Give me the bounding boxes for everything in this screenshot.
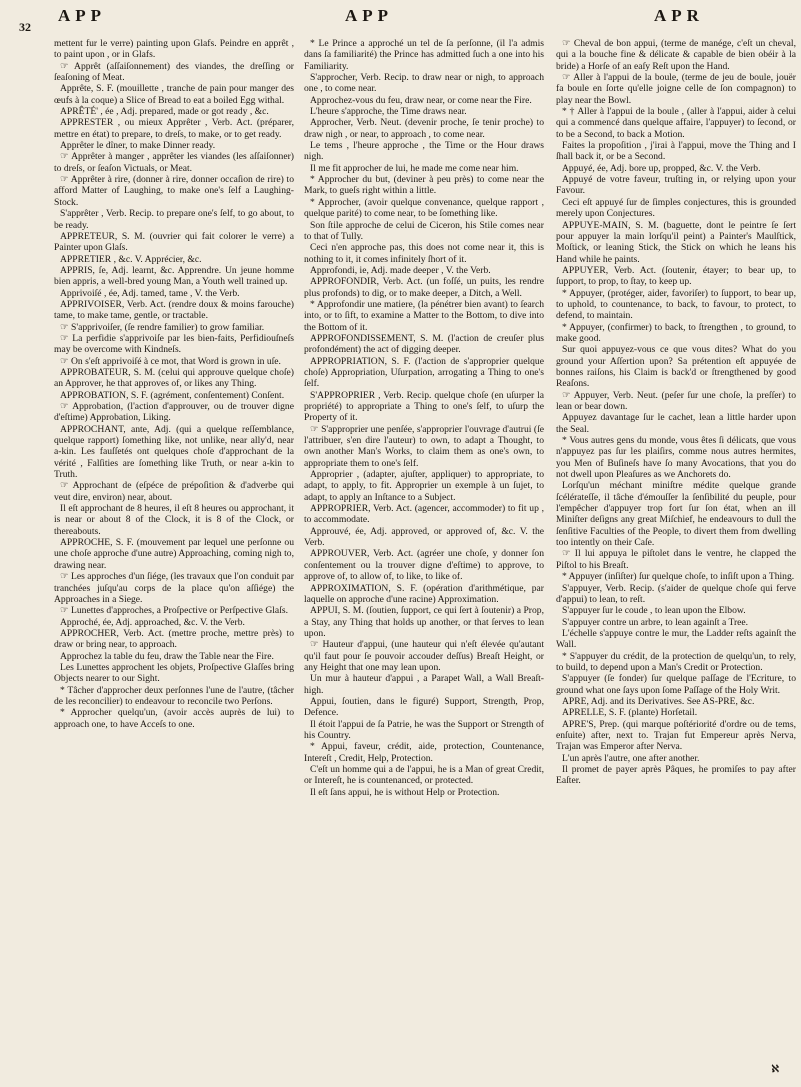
dictionary-entry: ☞ Apprêter à manger , apprêter les viandes (les aſſaiſonner) to dreſs, or ſeaſon Victuals, or Meat. — [54, 151, 294, 174]
dictionary-entry: APRE'S, Prep. (qui marque poſtériorité d'ordre ou de tems, enſuite) after, next to. Trajan fut Empereur après Nerva, Trajan was Emperor after Nerva. — [556, 718, 796, 753]
dictionary-entry: * Approcher quelqu'un, (avoir accès auprès de lui) to approach one, to have Acceſs to one. — [54, 707, 294, 730]
dictionary-entry: APPRETIER , &c. V. Apprécier, &c. — [60, 253, 202, 265]
dictionary-entry: S'APPROPRIER , Verb. Recip. quelque choſe (en uſurper la propriété) to appropriate a Thing to one's ſelf, to uſurp the Property of it. — [304, 389, 544, 424]
dictionary-entry: * Le Prince a approché un tel de ſa perſonne, (il l'a admis dans ſa familiarité) the Prince has admitted ſuch a one into his Familiarity. — [304, 38, 544, 72]
dictionary-entry: S'approcher, Verb. Recip. to draw near or nigh, to approach one , to come near. — [304, 72, 544, 95]
dictionary-entry: Approprier , (adapter, ajuſter, appliquer) to appropriate, to adapt, to apply, to fit. Approprier un exemple à un ſujet, to adapt, to apply an Inſtance to a Subject. — [304, 469, 544, 503]
dictionary-entry: APPROBATION, S. F. (agrément, conſentement) Conſent. — [60, 389, 285, 401]
dictionary-entry: APPRIS, ſe, Adj. learnt, &c. Apprendre. Un jeune homme bien appris, a well-bred young Man, a Youth well trained up. — [54, 264, 294, 288]
dictionary-entry: * Approcher, (avoir quelque convenance, quelque rapport , quelque parité) to come near, to be ſomething like. — [304, 196, 544, 220]
dictionary-entry: Sur quoi appuyez-vous ce que vous dites? What do you ground your Aſſertion upon? Sa prétention eſt appuyée de bonnes raiſons, his Claim is back'd or ſtrengthened by good Reaſons. — [556, 344, 796, 390]
dictionary-entry: APPRETEUR, S. M. (ouvrier qui fait colorer le verre) a Painter upon Glaſs. — [54, 230, 294, 254]
dictionary-entry: Approuvé, ée, Adj. approved, or approved of, &c. V. the Verb. — [304, 525, 544, 549]
dictionary-entry: Il étoit l'appui de ſa Patrie, he was the Support or Strength of his Country. — [304, 718, 544, 741]
column-left — [54, 38, 294, 1078]
dictionary-entry: Il eſt ſans appui, he is without Help or Protection. — [310, 786, 500, 798]
dictionary-entry: Appuyez davantage ſur le cachet, lean a little harder upon the Seal. — [556, 412, 796, 435]
dictionary-entry: ☞ Approbation, (l'action d'approuver, ou de trouver digne d'eſtime) Approbation, Liking. — [54, 401, 294, 424]
dictionary-entry: S'appuyer, Verb. Recip. (s'aider de quelque choſe qui ferve d'appui) to lean, to reſt. — [556, 582, 796, 605]
dictionary-entry: APPROCHE, S. F. (mouvement par lequel une perſonne ou une choſe approche d'une autre) Approaching, coming nigh to, drawing near. — [54, 537, 294, 571]
dictionary-entry: Apprête, S. F. (mouillette , tranche de pain pour manger des œufs à la coque) a Slice of Bread to eat a boiled Egg withal. — [54, 83, 294, 106]
dictionary-entry: APPROPRIER, Verb. Act. (agencer, accommoder) to fit up , to accommodate. — [304, 503, 544, 526]
dictionary-entry: APPRESTER , ou mieux Apprêter , Verb. Act. (préparer, mettre en état) to prepare, to dreſs, to make, or to get ready. — [54, 117, 294, 140]
dictionary-entry: L'échelle s'appuye contre le mur, the Ladder reſts againſt the Wall. — [556, 627, 796, 651]
dictionary-entry: APRELLE, S. F. (plante) Horſetail. — [562, 707, 698, 719]
dictionary-entry: * Appui, faveur, crédit, aide, protection, Countenance, Intereſt , Credit, Help, Protection. — [304, 741, 544, 764]
dictionary-entry: S'apprêter , Verb. Recip. to prepare one's ſelf, to go about, to be ready. — [54, 208, 294, 231]
dictionary-entry: S'appuyer contre un arbre, to lean againſt a Tree. — [562, 616, 749, 628]
dictionary-entry: Un mur à hauteur d'appui , a Parapet Wall, a Wall Breaſt-high. — [304, 673, 544, 696]
dictionary-entry: * S'appuyer du crédit, de la protection de quelqu'un, to rely, to build, to depend upon a Man's Credit or Protection. — [556, 650, 796, 673]
dictionary-entry: ☞ Les approches d'un ſiége, (les travaux que l'on conduit par tranchées juſqu'au corps de la place qu'on aſſiége) the Approaches in a Siege. — [54, 571, 294, 605]
dictionary-entry: * Appuyer, (confirmer) to back, to ſtrengthen , to ground, to make good. — [556, 321, 796, 344]
dictionary-entry: * † Aller à l'appui de la boule , (aller à l'appui, aider à celui qui a commencé dans quelque affaire, l'appuyer) to ſecond, or to be a Second, to back a Motion. — [556, 106, 796, 140]
dictionary-entry: Apprivoiſé , ée, Adj. tamed, tame , V. the Verb. — [60, 287, 240, 299]
dictionary-entry: Approfondi, ie, Adj. made deeper , V. the Verb. — [310, 264, 491, 276]
dictionary-entry: APPRIVOISER, Verb. Act. (rendre doux & moins farouche) tame, to make tame, gentle, or tractable. — [54, 298, 294, 322]
running-head-left: APP — [58, 6, 107, 25]
dictionary-entry: ☞ Apprêt (aſſaiſonnement) des viandes, the dreſſing or ſeaſoning of Meat. — [54, 60, 294, 84]
running-head-right: APR — [654, 6, 704, 25]
dictionary-entry: Les Lunettes approchent les objets, Proſpective Glaſſes bring Objects nearer to our Sight. — [54, 661, 294, 685]
page-number: 32 — [19, 20, 31, 34]
dictionary-entry: Appui, ſoutien, dans le figuré) Support, Strength, Prop, Defence. — [304, 695, 544, 719]
dictionary-entry: ☞ Cheval de bon appui, (terme de manége, c'eſt un cheval, qui a la bouche fine & délicate & capable de bien obéir à la bride) a Horſe of an eaſy Reſt upon the Hand. — [556, 38, 796, 72]
dictionary-entry: APPROBATEUR, S. M. (celui qui approuve quelque choſe) an Approver, he that approves of, or likes any Thing. — [54, 366, 294, 390]
dictionary-entry: APPUI, S. M. (ſoutien, ſupport, ce qui ſert à ſoutenir) a Prop, a Stay, any Thing that holds up another, or that ſerves to lean upon. — [304, 605, 544, 639]
dictionary-entry: Il me fit approcher de lui, he made me come near him. — [310, 162, 519, 174]
dictionary-entry: ☞ S'approprier une penſée, s'approprier l'ouvrage d'autrui (ſe l'attribuer, s'en dire l'auteur) to own, to adapt a Thought, to own another Man's Works, to claim them as one's own, to appropriate them to one's ſelf. — [304, 423, 544, 469]
dictionary-entry: Approchez la table du feu, draw the Table near the Fire. — [60, 650, 274, 662]
dictionary-entry: APPROCHER, Verb. Act. (mettre proche, mettre près) to draw or bring near, to approach. — [54, 627, 294, 651]
dictionary-entry: L'un après l'autre, one after another. — [562, 752, 700, 764]
dictionary-entry: Lorſqu'un méchant miniſtre médite quelque grande ſcélérateſſe, il tâche d'émouſſer la ſenſibilité du peuple, pour l'empêcher d'appuyer trop fort ſur ſon état, when an ill Miniſter deſigns any great Miſchief, he endeavours to dull the ſenſitive Faculties of the People, to divert them from dwelling too intently on their Caſe. — [556, 480, 796, 549]
dictionary-entry: ☞ Aller à l'appui de la boule, (terme de jeu de boule, jouër fa boule en ſorte qu'elle joigne celle de ſon compagnon) to play near the Bowl. — [556, 72, 796, 106]
dictionary-entry: Ceci eſt appuyé ſur de ſimples conjectures, this is grounded merely upon Conjectures. — [556, 196, 796, 220]
dictionary-entry: APPROUVER, Verb. Act. (agréer une choſe, y donner ſon conſentement ou la trouver digne d'eſtime) to approve, to approve of, to allow of, to like, to like of. — [304, 548, 544, 583]
dictionary-entry: Il promet de payer après Pâques, he promiſes to pay after Eaſter. — [556, 764, 796, 787]
dictionary-entry: ☞ Hauteur d'appui, (une hauteur qui n'eſt élevée qu'autant qu'il faut pour ſe pouvoir accouder deſſus) Breaſt Height, or any Height that one may lean upon. — [304, 639, 544, 673]
dictionary-entry: APPUYER, Verb. Act. (ſoutenir, étayer; to bear up, to ſupport, to prop, to ſtay, to keep up. — [556, 264, 796, 288]
dictionary-entry: ☞ On s'eſt apprivoiſé à ce mot, that Word is grown in uſe. — [60, 355, 281, 367]
dictionary-entry: C'eſt un homme qui a de l'appui, he is a Man of great Credit, or Intereſt, he is countenanced, or protected. — [304, 764, 544, 787]
dictionary-entry: ☞ Approchant de (eſpéce de prépoſition & d'adverbe qui veut dire, environ) near, about. — [54, 480, 294, 503]
dictionary-entry: Approchez-vous du feu, draw near, or come near the Fire. — [310, 94, 532, 106]
running-head-center: APP — [345, 6, 394, 25]
dictionary-entry: * Appuyer (inſiſter) ſur quelque choſe, to inſiſt upon a Thing. — [562, 571, 795, 583]
dictionary-entry: ☞ Il lui appuya le piſtolet dans le ventre, he clapped the Piſtol to his Breaſt. — [556, 548, 796, 571]
dictionary-entry: * Approfondir une matiere, (la pénétrer bien avant) to ſearch into, or to ſift, to examine a Matter to the Bottom, to dive into the Bottom of it. — [304, 298, 544, 333]
dictionary-entry: APPROXIMATION, S. F. (opération d'arithmétique, par laquelle on approche d'une racine) Approximation. — [304, 582, 544, 605]
dictionary-entry: APPROPRIATION, S. F. (l'action de s'approprier quelque choſe) Appropriation, Uſurpation, arrogating a Thing to one's ſelf. — [304, 355, 544, 390]
dictionary-entry: Le tems , l'heure approche , the Time or the Hour draws nigh. — [304, 140, 544, 163]
dictionary-entry: Apprêter le dîner, to make Dinner ready. — [60, 140, 216, 152]
dictionary-entry: * Appuyer, (protéger, aider, favoriſer) to ſupport, to bear up, to uphold, to countenance, to back, to favour, to protect, to defend, to maintain. — [556, 287, 796, 322]
signature-mark: ℵ — [771, 1064, 779, 1075]
dictionary-entry: Son ſtile approche de celui de Ciceron, his Stile comes near to that of Tully. — [304, 219, 544, 242]
dictionary-entry: ☞ Lunettes d'approches, a Proſpective or Perſpective Glaſs. — [60, 605, 288, 617]
dictionary-entry: APRE, Adj. and its Derivatives. See AS-PRE, &c. — [562, 695, 755, 707]
dictionary-entry: Appuyé, ée, Adj. bore up, propped, &c. V. the Verb. — [562, 162, 761, 174]
dictionary-entry: ☞ S'apprivoiſer, (ſe rendre familier) to grow familiar. — [60, 321, 265, 333]
dictionary-entry: APPROFONDISSEMENT, S. M. (l'action de creuſer plus profondément) the act of digging deeper. — [304, 332, 544, 356]
dictionary-entry: * Tâcher d'approcher deux perſonnes l'une de l'autre, (tâcher de les reconcilier) to endeavour to reconcile two Perſons. — [54, 684, 294, 707]
dictionary-entry: APPUYE-MAIN, S. M. (baguette, dont le peintre ſe ſert pour appuyer la main lorſqu'il peint) a Painter's Maulſtick, Moſtick, or leaning Stick, the Stick on which he leans his Hand while he paints. — [556, 219, 796, 265]
dictionary-entry: Approcher, Verb. Neut. (devenir proche, ſe tenir proche) to draw nigh , or near, to approach , to come near. — [304, 117, 544, 140]
dictionary-entry: APPROFONDIR, Verb. Act. (un foſſé, un puits, les rendre plus profonds) to dig, or to make deeper, a Ditch, a Well. — [304, 276, 544, 299]
column-right — [556, 38, 796, 1078]
dictionary-entry: * Approcher du but, (deviner à peu près) to come near the Mark, to gueſs right within a little. — [304, 174, 544, 197]
dictionary-entry: APPROCHANT, ante, Adj. (qui a quelque reſſemblance, quelque rapport) ſomething like, not unlike, near ally'd, near a-kin. Les fauſſetés ont quelques choſe d'approchant de la vérité , Falſities are ſomething like Truth, or near a-kin to Truth. — [54, 423, 294, 481]
dictionary-entry: S'appuyer ſur le coude , to lean upon the Elbow. — [562, 605, 746, 617]
page-header — [0, 6, 801, 34]
dictionary-entry: * Vous autres gens du monde, vous êtes ſi délicats, que vous n'appuyez pas ſur les plaiſirs, comme nous autres hermites, you Men of Buſineſs have ſo many Avocations, that you do not dwell upon Pleaſures as we Anchorets do. — [556, 435, 796, 481]
dictionary-entry: ☞ Appuyer, Verb. Neut. (peſer ſur une choſe, la preſſer) to lean or bear down. — [556, 389, 796, 412]
dictionary-entry: APRÊTÉ' , ée , Adj. prepared, made or got ready , &c. — [60, 106, 269, 118]
dictionary-entry: S'appuyer (ſe fonder) ſur quelque paſſage de l'Ecriture, to ground what one ſays upon ſome Paſſage of the Holy Writ. — [556, 673, 796, 696]
dictionary-entry: Ceci n'en approche pas, this does not come near it, this is nothing to it, it comes infinitely ſhort of it. — [304, 242, 544, 265]
dictionary-entry: ☞ La perfidie s'apprivoiſe par les bien-faits, Perfidiouſneſs may be overcome with Kindneſs. — [54, 332, 294, 356]
dictionary-entry: Il eſt approchant de 8 heures, il eſt 8 heures ou approchant, it is near or about 8 of the Clock, it is 8 of the Clock, or thereabouts. — [54, 503, 294, 537]
dictionary-entry: L'heure s'approche, the Time draws near. — [310, 106, 467, 118]
dictionary-entry: Appuyé de votre faveur, truſting in, or relying upon your Favour. — [556, 174, 796, 197]
dictionary-entry: Approché, ée, Adj. approached, &c. V. the Verb. — [60, 616, 245, 628]
dictionary-entry: Faites la propoſition , j'irai à l'appui, move the Thing and I ſhall back it, or be a Second. — [556, 140, 796, 163]
column-center — [304, 38, 544, 1078]
dictionary-entry: mettent fur le verre) painting upon Glafs. Peindre en apprêt , to paint upon , or in Glafs. — [54, 38, 294, 61]
dictionary-entry: ☞ Apprêter à rire, (donner à rire, donner occaſion de rire) to afford Matter of Laughing, to make one's ſelf a Laughing-Stock. — [54, 174, 294, 208]
